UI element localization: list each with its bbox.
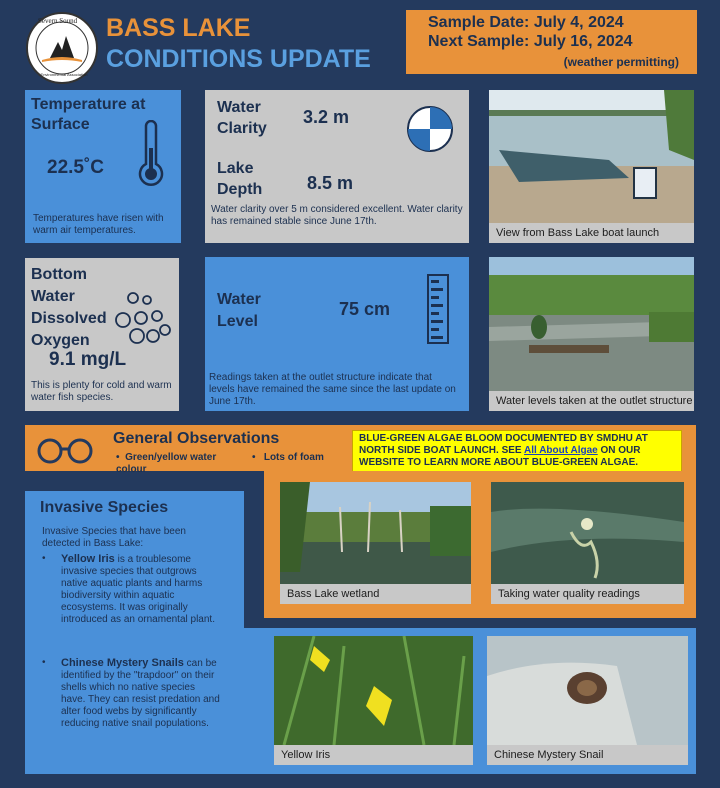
- photo-caption-wetland: Bass Lake wetland: [287, 588, 380, 600]
- sample-dates-box: [406, 10, 697, 74]
- photo-iris: [274, 636, 473, 765]
- algae-alert-box: [352, 430, 682, 476]
- observation-item-2-text: Lots of foam: [263, 452, 324, 463]
- alert-text-after: ON OUR WEBSITE TO LEARN MORE ABOUT BLUE-GREEN ALGAE.: [359, 445, 641, 468]
- photo-boat-launch: [489, 90, 694, 243]
- temperature-value: 22.5˚C: [47, 157, 105, 178]
- bullet-icon: •: [116, 452, 126, 463]
- photo-caption-snail: Chinese Mystery Snail: [494, 749, 604, 761]
- depth-value: 8.5 m: [307, 173, 354, 193]
- oxygen-panel: [25, 258, 179, 411]
- temperature-heading: Temperature at Surface: [31, 96, 146, 133]
- observation-item-1: [116, 452, 236, 476]
- photo-caption-iris: Yellow Iris: [281, 749, 331, 761]
- bullet-icon: •: [252, 452, 264, 463]
- page-title-line1: BASS LAKE: [106, 14, 251, 42]
- iris-name: Yellow Iris: [61, 553, 115, 565]
- page-title-line2: CONDITIONS UPDATE: [106, 45, 371, 73]
- binoculars-icon: [36, 437, 94, 465]
- all-about-algae-link[interactable]: All About Algae: [524, 445, 598, 456]
- photo-snail: [487, 636, 688, 765]
- snail-text: can be identified by the "trapdoor" on their shells which no native species have. They can resist predation and alter food webs by significantly reducing native snail populations.: [61, 658, 220, 729]
- observations-heading: General Observations: [113, 430, 280, 447]
- iris-text: is a troublesome invasive species that outgrows native aquatic plants and harms biodiversity within aquatic ecosystems. It was originally introduced as an ornamental plant.: [61, 554, 215, 625]
- sample-date: Sample Date: July 4, 2024: [428, 14, 624, 31]
- level-value: 75 cm: [339, 299, 391, 319]
- invasive-heading: Invasive Species: [40, 499, 169, 516]
- photo-caption-readings: Taking water quality readings: [498, 588, 640, 600]
- level-label: Water Level: [217, 291, 261, 330]
- outlet-image: [489, 257, 694, 391]
- oxygen-note: This is plenty for cold and warm water fish species.: [31, 380, 172, 403]
- photo-outlet: [489, 257, 694, 411]
- photo-caption-boat-launch: View from Bass Lake boat launch: [496, 227, 660, 239]
- invasive-iris-item: [42, 553, 220, 626]
- staff-gauge-icon: [427, 274, 449, 344]
- oxygen-heading: Bottom Water Dissolved Oxygen: [31, 266, 107, 349]
- temperature-panel: [25, 90, 181, 243]
- logo: [26, 12, 98, 84]
- observation-item-1-text: Green/yellow water colour: [116, 452, 217, 475]
- depth-label: Lake Depth: [217, 160, 263, 198]
- secchi-disk-icon: [406, 105, 454, 153]
- clarity-value: 3.2 m: [303, 107, 350, 127]
- wetland-image: [280, 482, 471, 584]
- level-panel: [205, 257, 469, 411]
- clarity-panel: [205, 90, 469, 243]
- oxygen-value: 9.1 mg/L: [49, 349, 127, 370]
- iris-image: [274, 636, 473, 745]
- logo-text-top: Severn Sound: [38, 17, 78, 25]
- photo-readings: [491, 482, 684, 604]
- level-note: Readings taken at the outlet structure indicate that levels have remained the same since the last update on June 17th.: [209, 372, 456, 407]
- thermometer-icon: [136, 120, 166, 188]
- bubbles-icon: [113, 290, 175, 346]
- boat-launch-image: [489, 90, 694, 223]
- temperature-note: Temperatures have risen with warm air temperatures.: [33, 213, 164, 236]
- readings-image: [491, 482, 684, 584]
- observation-item-2: [252, 452, 324, 463]
- invasive-intro: Invasive Species that have been detected in Bass Lake:: [42, 526, 186, 549]
- snail-name: Chinese Mystery Snails: [61, 657, 184, 669]
- invasive-snail-item: [42, 657, 220, 730]
- weather-note: (weather permitting): [563, 55, 679, 69]
- snail-image: [487, 636, 688, 745]
- alert-text-before: BLUE-GREEN ALGAE BLOOM DOCUMENTED BY SMDHU AT NORTH SIDE BOAT LAUNCH. SEE: [359, 433, 648, 456]
- photo-wetland: [280, 482, 471, 604]
- clarity-note: Water clarity over 5 m considered excellent. Water clarity has remained stable since June 17th.: [211, 204, 463, 227]
- logo-text-bottom: Environmental Association: [40, 72, 88, 77]
- clarity-label: Water Clarity: [217, 99, 267, 137]
- photo-caption-outlet: Water levels taken at the outlet structure: [496, 395, 693, 407]
- bullet-icon: •: [42, 553, 46, 564]
- bullet-icon: •: [42, 657, 46, 668]
- next-sample-date: Next Sample: July 16, 2024: [428, 33, 633, 50]
